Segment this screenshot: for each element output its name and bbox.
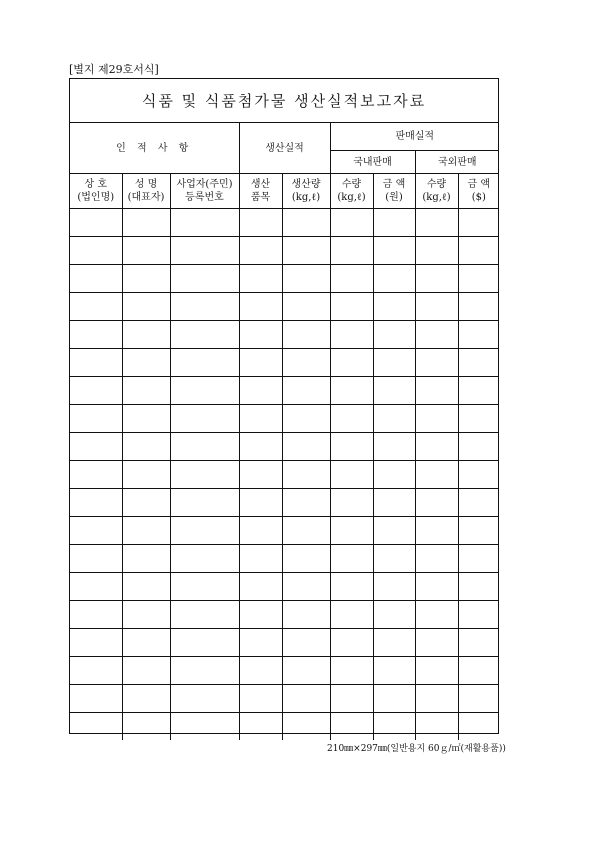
table-cell[interactable]: [122, 461, 170, 489]
table-cell[interactable]: [415, 573, 458, 601]
table-cell[interactable]: [458, 685, 499, 713]
table-cell[interactable]: [70, 377, 122, 405]
table-cell[interactable]: [415, 657, 458, 685]
table-cell[interactable]: [70, 573, 122, 601]
table-cell[interactable]: [458, 433, 499, 461]
table-cell[interactable]: [282, 461, 330, 489]
table-cell[interactable]: [239, 293, 282, 321]
table-cell[interactable]: [373, 713, 415, 741]
table-cell[interactable]: [70, 265, 122, 293]
table-cell[interactable]: [122, 657, 170, 685]
table-cell[interactable]: [70, 685, 122, 713]
header-export-sales: 국외판매: [415, 151, 499, 174]
col-export-quantity: 수량 (kg,ℓ): [415, 174, 458, 209]
table-cell[interactable]: [170, 265, 239, 293]
table-cell[interactable]: [458, 265, 499, 293]
table-cell[interactable]: [239, 601, 282, 629]
table-cell[interactable]: [458, 349, 499, 377]
header-sales: 판매실적: [330, 123, 499, 151]
table-cell[interactable]: [70, 461, 122, 489]
table-row: [70, 601, 499, 629]
table-cell[interactable]: [170, 237, 239, 265]
table-row: [70, 685, 499, 713]
table-cell[interactable]: [373, 237, 415, 265]
table-cell[interactable]: [282, 377, 330, 405]
table-cell[interactable]: [239, 573, 282, 601]
table-row: [70, 517, 499, 545]
table-cell[interactable]: [458, 489, 499, 517]
table-cell[interactable]: [282, 433, 330, 461]
table-cell[interactable]: [373, 629, 415, 657]
col-registration-number: 사업자(주민) 등록번호: [170, 174, 239, 209]
table-cell[interactable]: [330, 377, 373, 405]
table-cell[interactable]: [170, 601, 239, 629]
table-row: [70, 237, 499, 265]
table-cell[interactable]: [282, 573, 330, 601]
table-cell[interactable]: [70, 405, 122, 433]
table-cell[interactable]: [458, 209, 499, 237]
table-cell[interactable]: [330, 685, 373, 713]
table-cell[interactable]: [415, 433, 458, 461]
table-cell[interactable]: [373, 545, 415, 573]
table-cell[interactable]: [122, 321, 170, 349]
table-cell[interactable]: [373, 601, 415, 629]
table-cell[interactable]: [170, 349, 239, 377]
table-cell[interactable]: [458, 629, 499, 657]
col-company-name: 상 호 (법인명): [70, 174, 122, 209]
table-cell[interactable]: [122, 349, 170, 377]
table-cell[interactable]: [122, 237, 170, 265]
table-cell[interactable]: [373, 405, 415, 433]
table-cell[interactable]: [330, 265, 373, 293]
table-cell[interactable]: [415, 377, 458, 405]
table-cell[interactable]: [458, 713, 499, 741]
table-cell[interactable]: [415, 349, 458, 377]
table-cell[interactable]: [415, 461, 458, 489]
table-cell[interactable]: [282, 405, 330, 433]
table-cell[interactable]: [415, 321, 458, 349]
table-cell[interactable]: [170, 713, 239, 741]
table-cell[interactable]: [373, 293, 415, 321]
table-cell[interactable]: [282, 265, 330, 293]
table-cell[interactable]: [170, 517, 239, 545]
table-cell[interactable]: [415, 237, 458, 265]
table-cell[interactable]: [239, 461, 282, 489]
table-cell[interactable]: [415, 209, 458, 237]
table-cell[interactable]: [282, 349, 330, 377]
table-cell[interactable]: [330, 237, 373, 265]
table-cell[interactable]: [458, 601, 499, 629]
table-cell[interactable]: [122, 573, 170, 601]
table-row: [70, 573, 499, 601]
table-cell[interactable]: [239, 685, 282, 713]
table-cell[interactable]: [282, 629, 330, 657]
table-cell[interactable]: [70, 489, 122, 517]
table-cell[interactable]: [373, 573, 415, 601]
table-cell[interactable]: [122, 545, 170, 573]
table-cell[interactable]: [330, 433, 373, 461]
col-production-volume: 생산량 (kg,ℓ): [282, 174, 330, 209]
table-cell[interactable]: [70, 349, 122, 377]
table-cell[interactable]: [170, 573, 239, 601]
table-cell[interactable]: [330, 601, 373, 629]
table-cell[interactable]: [70, 433, 122, 461]
table-cell[interactable]: [282, 657, 330, 685]
col-representative: 성 명 (대표자): [122, 174, 170, 209]
table-cell[interactable]: [330, 461, 373, 489]
table-cell[interactable]: [239, 209, 282, 237]
table-cell[interactable]: [330, 657, 373, 685]
table-cell[interactable]: [458, 461, 499, 489]
table-cell[interactable]: [458, 573, 499, 601]
col-export-amount: 금 액 ($): [458, 174, 499, 209]
table-cell[interactable]: [415, 517, 458, 545]
table-cell[interactable]: [70, 209, 122, 237]
table-cell[interactable]: [70, 713, 122, 741]
table-cell[interactable]: [458, 377, 499, 405]
table-cell[interactable]: [373, 685, 415, 713]
table-row: [70, 489, 499, 517]
report-table: [70, 123, 499, 740]
table-cell[interactable]: [122, 489, 170, 517]
report-body: [70, 209, 499, 741]
table-cell[interactable]: [415, 489, 458, 517]
table-cell[interactable]: [122, 629, 170, 657]
table-cell[interactable]: [330, 517, 373, 545]
table-cell[interactable]: [239, 377, 282, 405]
table-cell[interactable]: [239, 545, 282, 573]
table-cell[interactable]: [170, 685, 239, 713]
table-cell[interactable]: [282, 489, 330, 517]
table-cell[interactable]: [373, 461, 415, 489]
table-cell[interactable]: [239, 405, 282, 433]
table-cell[interactable]: [330, 713, 373, 741]
table-cell[interactable]: [239, 629, 282, 657]
col-domestic-amount: 금 액 (원): [373, 174, 415, 209]
header-personal-info: 인 적 사 항: [70, 123, 239, 174]
table-cell[interactable]: [282, 209, 330, 237]
table-row: [70, 545, 499, 573]
table-cell[interactable]: [373, 377, 415, 405]
table-cell[interactable]: [70, 601, 122, 629]
paper-spec-note: 210㎜×297㎜(일반용지 60ｇ/㎡(재활용품)): [327, 744, 506, 754]
table-cell[interactable]: [70, 237, 122, 265]
table-cell[interactable]: [170, 489, 239, 517]
table-cell[interactable]: [239, 657, 282, 685]
table-row: [70, 657, 499, 685]
table-cell[interactable]: [415, 629, 458, 657]
table-cell[interactable]: [70, 629, 122, 657]
table-cell[interactable]: [122, 377, 170, 405]
table-cell[interactable]: [373, 321, 415, 349]
table-cell[interactable]: [458, 237, 499, 265]
table-cell[interactable]: [122, 265, 170, 293]
table-cell[interactable]: [122, 293, 170, 321]
report-form: [69, 78, 499, 734]
table-cell[interactable]: [239, 237, 282, 265]
table-cell[interactable]: [122, 685, 170, 713]
table-cell[interactable]: [122, 713, 170, 741]
table-cell[interactable]: [122, 405, 170, 433]
table-cell[interactable]: [415, 265, 458, 293]
table-cell[interactable]: [415, 293, 458, 321]
table-cell[interactable]: [170, 321, 239, 349]
table-row: [70, 377, 499, 405]
table-row: [70, 265, 499, 293]
form-title: 식품 및 식품첨가물 생산실적보고자료: [70, 79, 498, 123]
table-cell[interactable]: [458, 293, 499, 321]
table-cell[interactable]: [239, 321, 282, 349]
table-cell[interactable]: [282, 321, 330, 349]
table-cell[interactable]: [282, 685, 330, 713]
table-row: [70, 293, 499, 321]
table-cell[interactable]: [282, 545, 330, 573]
table-cell[interactable]: [170, 629, 239, 657]
col-product-item: 생산 품목: [239, 174, 282, 209]
table-cell[interactable]: [415, 545, 458, 573]
table-cell[interactable]: [415, 713, 458, 741]
header-domestic-sales: 국내판매: [330, 151, 415, 174]
table-cell[interactable]: [330, 321, 373, 349]
table-cell[interactable]: [282, 601, 330, 629]
table-row: [70, 713, 499, 741]
table-cell[interactable]: [458, 657, 499, 685]
table-cell[interactable]: [170, 405, 239, 433]
table-cell[interactable]: [373, 349, 415, 377]
table-cell[interactable]: [373, 517, 415, 545]
table-cell[interactable]: [458, 405, 499, 433]
table-cell[interactable]: [170, 377, 239, 405]
table-cell[interactable]: [373, 265, 415, 293]
table-cell[interactable]: [70, 517, 122, 545]
table-cell[interactable]: [458, 321, 499, 349]
table-row: [70, 321, 499, 349]
table-cell[interactable]: [122, 433, 170, 461]
table-cell[interactable]: [170, 461, 239, 489]
table-row: [70, 461, 499, 489]
table-cell[interactable]: [330, 545, 373, 573]
table-cell[interactable]: [330, 489, 373, 517]
table-cell[interactable]: [239, 349, 282, 377]
table-cell[interactable]: [170, 209, 239, 237]
table-cell[interactable]: [170, 545, 239, 573]
table-cell[interactable]: [282, 517, 330, 545]
table-cell[interactable]: [373, 433, 415, 461]
table-cell[interactable]: [239, 713, 282, 741]
table-cell[interactable]: [239, 433, 282, 461]
table-cell[interactable]: [70, 321, 122, 349]
table-cell[interactable]: [458, 545, 499, 573]
table-cell[interactable]: [170, 433, 239, 461]
table-cell[interactable]: [330, 293, 373, 321]
table-row: [70, 209, 499, 237]
table-cell[interactable]: [415, 601, 458, 629]
table-cell[interactable]: [239, 489, 282, 517]
table-cell[interactable]: [415, 685, 458, 713]
table-row: [70, 349, 499, 377]
table-cell[interactable]: [373, 209, 415, 237]
table-cell[interactable]: [373, 489, 415, 517]
table-row: [70, 405, 499, 433]
table-cell[interactable]: [122, 517, 170, 545]
table-cell[interactable]: [170, 657, 239, 685]
table-cell[interactable]: [239, 517, 282, 545]
table-cell[interactable]: [122, 601, 170, 629]
table-row: [70, 433, 499, 461]
table-cell[interactable]: [330, 629, 373, 657]
table-cell[interactable]: [170, 293, 239, 321]
table-row: [70, 629, 499, 657]
table-cell[interactable]: [282, 293, 330, 321]
table-cell[interactable]: [415, 405, 458, 433]
table-cell[interactable]: [330, 573, 373, 601]
table-cell[interactable]: [282, 713, 330, 741]
col-domestic-quantity: 수량 (kg,ℓ): [330, 174, 373, 209]
table-cell[interactable]: [282, 237, 330, 265]
table-cell[interactable]: [70, 293, 122, 321]
table-cell[interactable]: [122, 209, 170, 237]
table-cell[interactable]: [70, 545, 122, 573]
table-cell[interactable]: [373, 657, 415, 685]
table-cell[interactable]: [330, 349, 373, 377]
table-cell[interactable]: [330, 405, 373, 433]
header-production: 생산실적: [239, 123, 330, 174]
form-number-label: [별지 제29호서식]: [69, 63, 159, 76]
table-cell[interactable]: [330, 209, 373, 237]
table-cell[interactable]: [70, 657, 122, 685]
table-cell[interactable]: [458, 517, 499, 545]
table-cell[interactable]: [239, 265, 282, 293]
